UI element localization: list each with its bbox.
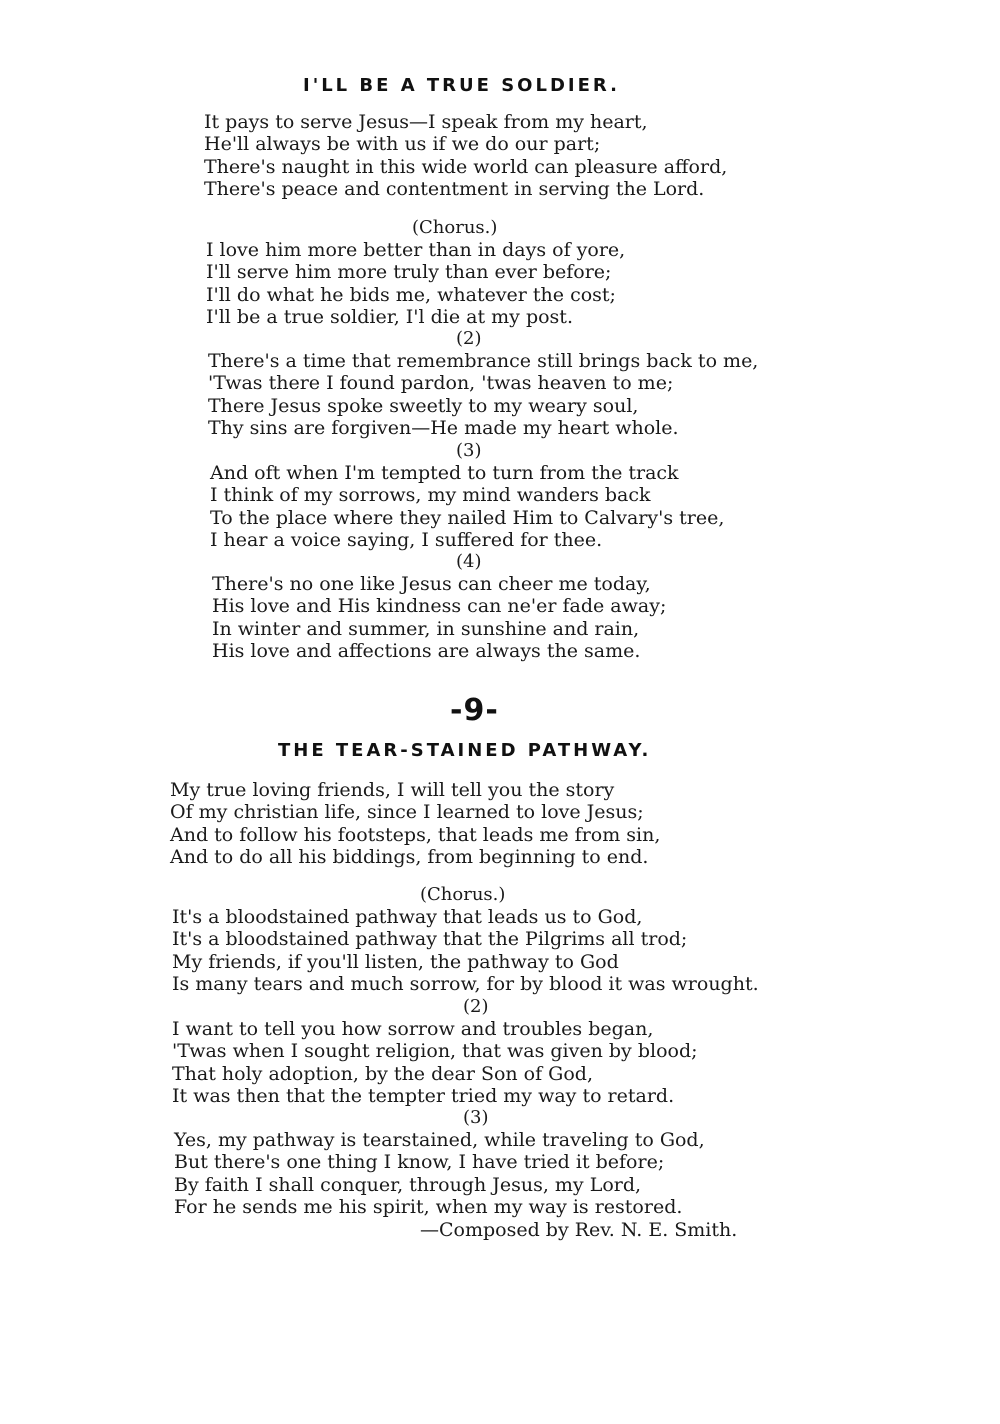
song1-chorus xyxy=(206,239,625,328)
verse-line: My true loving friends, I will tell you the story xyxy=(170,779,615,801)
song2-verse3 xyxy=(174,1129,705,1218)
verse-line: I want to tell you how sorrow and troubles began, xyxy=(172,1018,654,1040)
verse-line: 'Twas there I found pardon, 'twas heaven to me; xyxy=(208,372,674,395)
verse-line: There's naught in this wide world can pleasure afford, xyxy=(204,155,728,178)
chorus-line: I'll serve him more truly than ever before; xyxy=(206,261,612,284)
verse-line: 'Twas when I sought religion, that was given by blood; xyxy=(172,1040,698,1063)
song1-verse4 xyxy=(212,573,666,662)
verse-line: And oft when I'm tempted to turn from the track xyxy=(210,462,679,484)
song1-verse3-label: (3) xyxy=(456,440,482,461)
verse-line: In winter and summer, in sunshine and rain, xyxy=(212,617,640,640)
verse-line: There's no one like Jesus can cheer me today, xyxy=(212,573,651,595)
chorus-line: I'll do what he bids me, whatever the cost; xyxy=(206,283,616,306)
page-number: -9- xyxy=(450,693,499,728)
verse-line: I think of my sorrows, my mind wanders back xyxy=(210,484,651,507)
verse-line: But there's one thing I know, I have tried it before; xyxy=(174,1151,665,1174)
chorus-line: Is many tears and much sorrow, for by blood it was wrought. xyxy=(172,972,759,995)
verse-line: I hear a voice saying, I suffered for thee. xyxy=(210,528,603,551)
song1-verse2-label: (2) xyxy=(456,328,482,349)
verse-line: That holy adoption, by the dear Son of God, xyxy=(172,1062,594,1085)
verse-line: Of my christian life, since I learned to love Jesus; xyxy=(170,801,644,824)
verse-line: There's peace and contentment in serving the Lord. xyxy=(204,177,705,200)
verse-line: His love and His kindness can ne'er fade away; xyxy=(212,595,667,618)
song2-verse2-label: (2) xyxy=(463,996,489,1017)
verse-line: To the place where they nailed Him to Calvary's tree, xyxy=(210,506,725,529)
song2-chorus xyxy=(172,906,759,995)
verse-line: And to follow his footsteps, that leads me from sin, xyxy=(170,823,661,846)
verse-line: Yes, my pathway is tearstained, while traveling to God, xyxy=(174,1129,705,1151)
verse-line: He'll always be with us if we do our part; xyxy=(204,133,601,156)
song2-verse1 xyxy=(170,779,660,868)
song1-verse4-label: (4) xyxy=(456,551,482,572)
chorus-line: It's a bloodstained pathway that leads us to God, xyxy=(172,906,643,928)
chorus-line: I love him more better than in days of yore, xyxy=(206,239,626,261)
verse-line: It was then that the tempter tried my way to retard. xyxy=(172,1084,675,1107)
verse-line: Thy sins are forgiven—He made my heart whole. xyxy=(208,416,679,439)
verse-line: His love and affections are always the same. xyxy=(212,639,641,662)
verse-line: There's a time that remembrance still brings back to me, xyxy=(208,350,759,372)
chorus-line: It's a bloodstained pathway that the Pilgrims all trod; xyxy=(172,928,688,951)
verse-line: It pays to serve Jesus—I speak from my heart, xyxy=(204,111,648,133)
song2-chorus-label: (Chorus.) xyxy=(420,884,506,905)
song1-verse1 xyxy=(204,111,727,200)
song1-title: I'LL BE A TRUE SOLDIER. xyxy=(303,75,620,96)
verse-line: And to do all his biddings, from beginning to end. xyxy=(170,845,649,868)
song1-chorus-label: (Chorus.) xyxy=(412,217,498,238)
chorus-line: My friends, if you'll listen, the pathway to God xyxy=(172,950,619,973)
song1-verse3 xyxy=(210,462,724,551)
song2-verse3-label: (3) xyxy=(463,1107,489,1128)
song2-verse2 xyxy=(172,1018,698,1107)
song2-title: THE TEAR-STAINED PATHWAY. xyxy=(278,740,652,761)
verse-line: For he sends me his spirit, when my way is restored. xyxy=(174,1195,683,1218)
chorus-line: I'll be a true soldier, I'l die at my post. xyxy=(206,305,573,328)
song2-attribution: —Composed by Rev. N. E. Smith. xyxy=(420,1219,738,1241)
song1-verse2 xyxy=(208,350,758,439)
verse-line: By faith I shall conquer, through Jesus, my Lord, xyxy=(174,1173,642,1196)
verse-line: There Jesus spoke sweetly to my weary soul, xyxy=(208,394,639,417)
